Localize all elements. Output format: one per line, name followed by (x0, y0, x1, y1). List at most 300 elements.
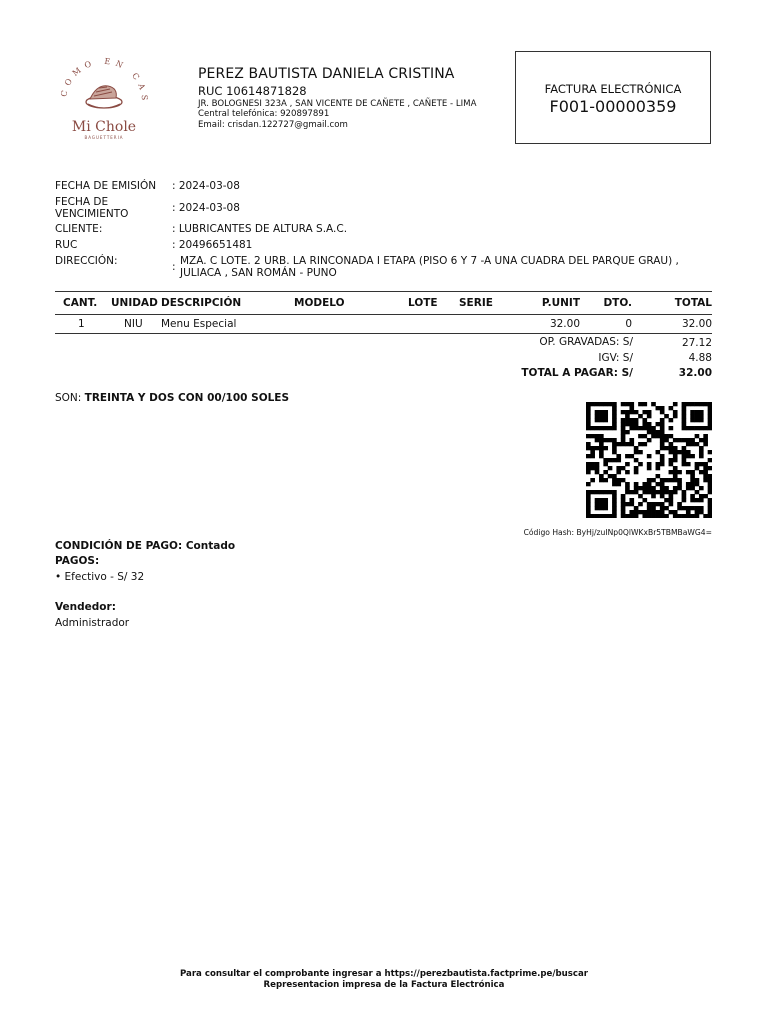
qr-module (612, 438, 617, 442)
qr-module (703, 438, 708, 442)
qr-module (586, 490, 591, 494)
qr-module (629, 418, 634, 422)
qr-module (647, 486, 652, 490)
qr-module (603, 414, 608, 418)
qr-module (656, 502, 661, 506)
qr-module (682, 506, 687, 510)
qr-module (660, 418, 665, 422)
qr-module (603, 418, 608, 422)
qr-module (595, 490, 600, 494)
qr-module (647, 478, 652, 482)
qr-module (625, 410, 630, 414)
qr-module (703, 494, 708, 498)
qr-module (603, 498, 608, 502)
qr-module (621, 442, 626, 446)
qr-module (603, 438, 608, 442)
qr-module (669, 462, 674, 466)
qr-module (708, 514, 712, 518)
qr-module (599, 402, 604, 406)
qr-module (612, 418, 617, 422)
logo-tagline: BAGUETTERIA (84, 135, 124, 140)
qr-module (586, 414, 591, 418)
qr-module (638, 450, 643, 454)
qr-module (708, 450, 712, 454)
igv-label: IGV: S/ (598, 352, 633, 364)
qr-module (603, 470, 608, 474)
qr-module (621, 502, 626, 506)
qr-module (590, 450, 595, 454)
qr-module (599, 434, 604, 438)
qr-module (586, 466, 591, 470)
qr-module (621, 426, 626, 430)
qr-module (621, 430, 626, 434)
qr-module (682, 458, 687, 462)
qr-module (699, 486, 704, 490)
qr-module (660, 422, 665, 426)
qr-module (629, 438, 634, 442)
qr-module (612, 450, 617, 454)
amount-in-words-value: TREINTA Y DOS CON 00/100 SOLES (84, 392, 290, 404)
qr-module (642, 410, 647, 414)
qr-module (699, 454, 704, 458)
qr-module (690, 494, 695, 498)
address-line-2: JULIACA , SAN ROMÁN - PUNO (180, 267, 337, 279)
qr-module (695, 434, 700, 438)
qr-module (669, 478, 674, 482)
qr-code (586, 402, 712, 518)
qr-module (634, 466, 639, 470)
qr-module (586, 402, 591, 406)
row-punit: 32.00 (549, 318, 580, 330)
qr-module (612, 490, 617, 494)
issuer-phone: Central telefónica: 920897891 (198, 109, 330, 119)
qr-module (612, 422, 617, 426)
qr-module (590, 466, 595, 470)
qr-module (695, 514, 700, 518)
qr-module (612, 410, 617, 414)
qr-module (590, 490, 595, 494)
qr-module (590, 478, 595, 482)
qr-module (690, 426, 695, 430)
client-value: : LUBRICANTES DE ALTURA S.A.C. (172, 223, 348, 235)
qr-module (651, 486, 656, 490)
qr-module (690, 470, 695, 474)
qr-module (599, 478, 604, 482)
due-date-label-1: FECHA DE (55, 196, 109, 208)
qr-module (660, 514, 665, 518)
qr-module (682, 498, 687, 502)
qr-module (586, 426, 591, 430)
qr-module (708, 486, 712, 490)
qr-module (686, 506, 691, 510)
qr-module (686, 442, 691, 446)
qr-module (699, 470, 704, 474)
col-header-total: TOTAL (674, 297, 712, 309)
qr-module (612, 414, 617, 418)
qr-module (673, 514, 678, 518)
due-date-value: : 2024-03-08 (172, 202, 240, 214)
qr-module (664, 434, 669, 438)
qr-module (660, 510, 665, 514)
qr-module (647, 482, 652, 486)
qr-module (586, 422, 591, 426)
qr-module (708, 466, 712, 470)
qr-module (634, 410, 639, 414)
qr-module (656, 514, 661, 518)
qr-module (603, 402, 608, 406)
qr-module (664, 514, 669, 518)
qr-module (660, 486, 665, 490)
qr-module (621, 506, 626, 510)
qr-module (699, 494, 704, 498)
issuer-address: JR. BOLOGNESI 323A , SAN VICENTE DE CAÑETE , CAÑETE - LIMA (198, 99, 477, 109)
qr-module (682, 446, 687, 450)
qr-module (612, 458, 617, 462)
qr-module (677, 502, 682, 506)
payments-label: PAGOS: (55, 555, 100, 567)
qr-module (682, 418, 687, 422)
amount-in-words-label: SON: (55, 392, 85, 404)
qr-module (686, 470, 691, 474)
qr-module (621, 402, 626, 406)
qr-module (682, 494, 687, 498)
qr-module (682, 450, 687, 454)
qr-module (708, 506, 712, 510)
qr-module (660, 494, 665, 498)
qr-module (599, 450, 604, 454)
payment-item: • Efectivo - S/ 32 (55, 571, 145, 583)
qr-module (673, 454, 678, 458)
qr-module (638, 494, 643, 498)
qr-module (603, 490, 608, 494)
qr-module (642, 418, 647, 422)
qr-module (629, 514, 634, 518)
qr-module (690, 414, 695, 418)
col-header-dto: DTO. (603, 297, 632, 309)
qr-module (673, 478, 678, 482)
qr-module (603, 514, 608, 518)
qr-module (634, 422, 639, 426)
qr-module (642, 486, 647, 490)
qr-module (673, 510, 678, 514)
qr-module (656, 510, 661, 514)
client-label: CLIENTE: (55, 223, 103, 235)
qr-module (612, 498, 617, 502)
qr-module (708, 502, 712, 506)
qr-module (634, 470, 639, 474)
qr-module (608, 438, 613, 442)
qr-module (695, 418, 700, 422)
qr-module (616, 442, 621, 446)
qr-module (664, 506, 669, 510)
qr-module (664, 498, 669, 502)
qr-module (673, 410, 678, 414)
qr-module (599, 410, 604, 414)
qr-module (651, 402, 656, 406)
qr-module (634, 450, 639, 454)
qr-module (703, 442, 708, 446)
table-top-rule (55, 291, 712, 292)
qr-module (660, 446, 665, 450)
qr-module (695, 426, 700, 430)
qr-module (677, 514, 682, 518)
qr-module (647, 510, 652, 514)
qr-module (586, 514, 591, 518)
qr-module (612, 402, 617, 406)
qr-module (677, 506, 682, 510)
qr-module (595, 414, 600, 418)
qr-module (673, 458, 678, 462)
client-ruc-label: RUC (55, 239, 78, 251)
qr-module (660, 410, 665, 414)
qr-module (690, 514, 695, 518)
qr-module (616, 466, 621, 470)
qr-module (603, 478, 608, 482)
qr-module (642, 514, 647, 518)
invoice-box (515, 51, 711, 144)
qr-module (682, 514, 687, 518)
qr-module (595, 438, 600, 442)
qr-module (616, 454, 621, 458)
qr-module (608, 426, 613, 430)
gravadas-label: OP. GRAVADAS: S/ (539, 336, 633, 348)
qr-module (625, 502, 630, 506)
qr-module (612, 446, 617, 450)
qr-module (590, 514, 595, 518)
qr-module (608, 458, 613, 462)
qr-module (660, 434, 665, 438)
qr-module (669, 498, 674, 502)
qr-module (682, 426, 687, 430)
qr-module (642, 510, 647, 514)
col-header-modelo: MODELO (294, 297, 345, 309)
qr-module (595, 446, 600, 450)
qr-module (595, 466, 600, 470)
qr-module (699, 438, 704, 442)
qr-module (695, 510, 700, 514)
qr-module (660, 502, 665, 506)
qr-module (708, 426, 712, 430)
qr-module (673, 466, 678, 470)
qr-module (656, 490, 661, 494)
qr-module (651, 494, 656, 498)
qr-module (642, 442, 647, 446)
qr-module (599, 426, 604, 430)
seller-value: Administrador (55, 617, 130, 629)
due-date-label-2: VENCIMIENTO (55, 208, 129, 220)
row-dto: 0 (625, 318, 632, 330)
qr-module (708, 474, 712, 478)
qr-module (586, 498, 591, 502)
qr-module (686, 402, 691, 406)
emission-date-label: FECHA DE EMISIÓN (55, 180, 157, 192)
col-header-cant: CANT. (63, 297, 98, 309)
qr-module (695, 478, 700, 482)
qr-module (647, 430, 652, 434)
qr-module (590, 454, 595, 458)
qr-module (682, 406, 687, 410)
qr-module (638, 462, 643, 466)
qr-module (669, 442, 674, 446)
seller-label: Vendedor: (55, 601, 116, 613)
qr-module (673, 438, 678, 442)
qr-module (699, 498, 704, 502)
qr-module (621, 438, 626, 442)
qr-module (621, 466, 626, 470)
row-unidad: NIU (124, 318, 143, 330)
qr-module (647, 438, 652, 442)
qr-module (669, 426, 674, 430)
qr-module (608, 490, 613, 494)
qr-module (664, 446, 669, 450)
qr-module (612, 478, 617, 482)
qr-module (647, 454, 652, 458)
qr-module (625, 414, 630, 418)
qr-module (682, 410, 687, 414)
qr-module (686, 438, 691, 442)
qr-module (682, 414, 687, 418)
qr-module (708, 498, 712, 502)
logo-brand: Mi Chole (71, 119, 137, 135)
qr-module (673, 450, 678, 454)
qr-module (625, 422, 630, 426)
address-line-1: MZA. C LOTE. 2 URB. LA RINCONADA I ETAPA (PISO 6 Y 7 -A UNA CUADRA DEL PARQUE GRAU) , (180, 255, 679, 267)
qr-module (612, 510, 617, 514)
col-header-unidad: UNIDAD (111, 297, 158, 309)
qr-module (660, 506, 665, 510)
hash-code: Código Hash: ByHj/zuINp0QlWKxBr5TBMBaWG4= (523, 528, 712, 537)
qr-module (586, 502, 591, 506)
qr-module (695, 410, 700, 414)
qr-module (695, 442, 700, 446)
qr-module (686, 482, 691, 486)
qr-module (621, 510, 626, 514)
logo-graphic (52, 52, 156, 144)
qr-module (595, 470, 600, 474)
qr-module (695, 462, 700, 466)
qr-module (699, 410, 704, 414)
qr-module (612, 426, 617, 430)
qr-module (638, 486, 643, 490)
qr-module (599, 514, 604, 518)
qr-module (642, 402, 647, 406)
qr-module (673, 414, 678, 418)
qr-module (669, 434, 674, 438)
qr-module (625, 486, 630, 490)
qr-module (634, 458, 639, 462)
qr-module (642, 422, 647, 426)
qr-module (599, 454, 604, 458)
qr-module (690, 478, 695, 482)
qr-module (690, 482, 695, 486)
qr-module (651, 506, 656, 510)
qr-module (708, 458, 712, 462)
qr-module (634, 482, 639, 486)
qr-module (651, 490, 656, 494)
qr-module (629, 426, 634, 430)
qr-module (595, 514, 600, 518)
qr-module (590, 462, 595, 466)
qr-module (586, 454, 591, 458)
qr-module (695, 466, 700, 470)
qr-module (664, 486, 669, 490)
qr-module (686, 426, 691, 430)
qr-module (682, 402, 687, 406)
qr-module (590, 402, 595, 406)
qr-module (616, 470, 621, 474)
qr-module (664, 438, 669, 442)
table-bottom-rule (55, 333, 712, 334)
qr-module (686, 510, 691, 514)
qr-module (590, 434, 595, 438)
qr-module (673, 470, 678, 474)
qr-module (586, 434, 591, 438)
qr-module (625, 442, 630, 446)
qr-module (703, 514, 708, 518)
qr-module (673, 474, 678, 478)
qr-module (660, 406, 665, 410)
qr-module (690, 498, 695, 502)
qr-module (634, 514, 639, 518)
qr-module (586, 446, 591, 450)
qr-module (664, 478, 669, 482)
igv-value: 4.88 (688, 352, 712, 364)
qr-module (690, 486, 695, 490)
qr-module (682, 438, 687, 442)
qr-module (586, 494, 591, 498)
qr-module (690, 402, 695, 406)
qr-module (586, 510, 591, 514)
qr-module (586, 406, 591, 410)
qr-module (690, 410, 695, 414)
qr-module (621, 418, 626, 422)
qr-module (612, 406, 617, 410)
qr-module (690, 454, 695, 458)
qr-module (629, 406, 634, 410)
qr-module (638, 426, 643, 430)
qr-module (690, 418, 695, 422)
qr-module (595, 502, 600, 506)
qr-module (638, 510, 643, 514)
qr-module (651, 514, 656, 518)
qr-module (677, 470, 682, 474)
qr-module (647, 462, 652, 466)
qr-module (595, 410, 600, 414)
issuer-email: Email: crisdan.122727@gmail.com (198, 120, 348, 130)
qr-module (673, 490, 678, 494)
qr-module (638, 434, 643, 438)
qr-module (669, 510, 674, 514)
qr-module (699, 506, 704, 510)
qr-module (599, 414, 604, 418)
qr-module (647, 414, 652, 418)
qr-module (695, 482, 700, 486)
qr-module (656, 430, 661, 434)
qr-module (647, 502, 652, 506)
qr-module (708, 510, 712, 514)
qr-module (695, 402, 700, 406)
qr-module (621, 434, 626, 438)
qr-module (656, 422, 661, 426)
table-header-rule (55, 314, 712, 315)
issuer-name: PEREZ BAUTISTA DANIELA CRISTINA (198, 66, 455, 82)
qr-module (647, 514, 652, 518)
qr-module (638, 442, 643, 446)
qr-module (603, 410, 608, 414)
qr-module (699, 414, 704, 418)
qr-module (699, 462, 704, 466)
qr-module (590, 446, 595, 450)
